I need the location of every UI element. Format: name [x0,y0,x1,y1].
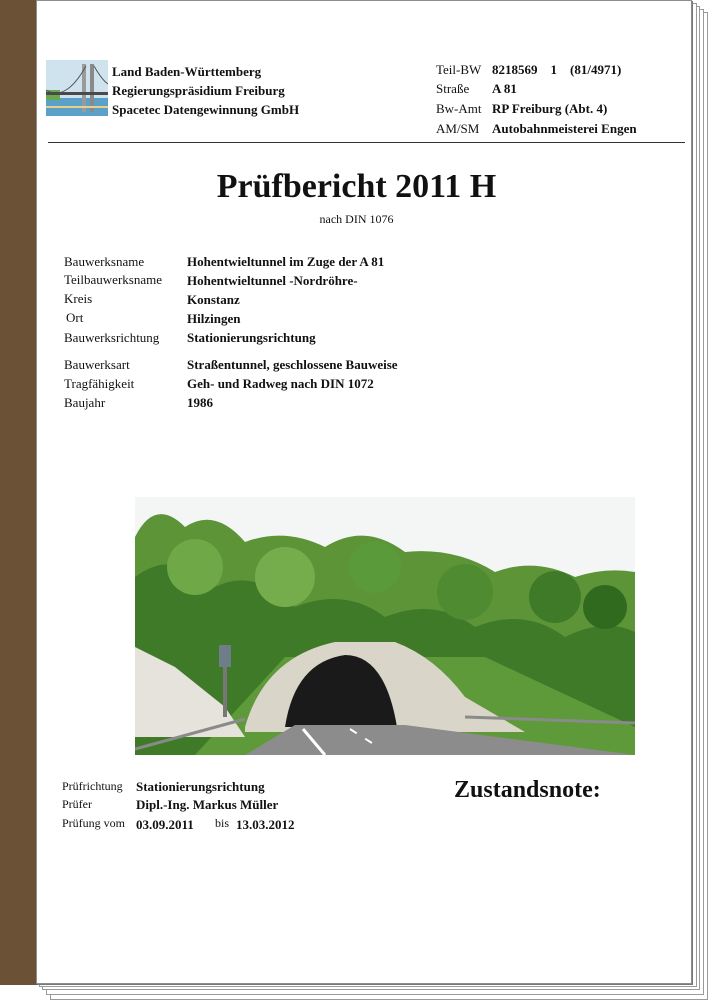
binder-spine [0,0,40,985]
field-value-baujahr: 1986 [187,395,213,410]
report-cover-page [36,0,692,984]
field-label-tragfaehigkeit: Tragfähigkeit [64,376,135,391]
date-to-label: bis [215,816,230,830]
page-title: Prüfbericht 2011 H [216,168,497,205]
issuer-line-3: Spacetec Datengewinnung GmbH [112,102,300,117]
inspector-label: Prüfer [62,797,92,811]
field-value-bauwerksart: Straßentunnel, geschlossene Bauweise [187,357,398,372]
field-value-tragfaehigkeit: Geh- und Radweg nach DIN 1072 [187,376,374,391]
date-from-value: 03.09.2011 [136,817,194,832]
inspector-value: Dipl.-Ing. Markus Müller [136,797,279,812]
issuer-line-1: Land Baden-Württemberg [112,64,262,79]
field-label-kreis: Kreis [64,291,93,306]
date-to-value: 13.03.2012 [236,817,295,832]
page-subtitle: nach DIN 1076 [319,212,394,226]
direction-label: Prüfrichtung [62,779,123,793]
field-label-bauwerksrichtung: Bauwerksrichtung [64,330,160,345]
tunnel-portal-photo [135,497,635,755]
bridge-logo-icon [46,60,108,116]
date-label: Prüfung vom [62,816,125,830]
am-sm-value: Autobahnmeisterei Engen [492,121,637,136]
teil-bw-label: Teil-BW [436,62,482,77]
condition-grade-label: Zustandsnote: [454,777,601,803]
teil-bw-value: 8218569 1 (81/4971) [492,62,622,77]
field-label-teilbauwerksname: Teilbauwerksname [64,272,162,287]
strasse-label: Straße [436,81,470,96]
header-divider [48,142,685,143]
field-value-bauwerksname: Hohentwieltunnel im Zuge der A 81 [187,254,385,269]
am-sm-label: AM/SM [436,121,480,136]
field-value-teilbauwerksname: Hohentwieltunnel -Nordröhre- [187,273,358,288]
bw-amt-value: RP Freiburg (Abt. 4) [492,101,608,116]
issuer-line-2: Regierungspräsidium Freiburg [112,83,285,98]
field-label-ort: Ort [66,310,84,325]
field-label-bauwerksname: Bauwerksname [64,254,145,269]
direction-value: Stationierungsrichtung [136,779,265,794]
field-value-bauwerksrichtung: Stationierungsrichtung [187,330,316,345]
field-label-bauwerksart: Bauwerksart [64,357,130,372]
field-value-kreis: Konstanz [187,292,240,307]
strasse-value: A 81 [492,81,517,96]
field-label-baujahr: Baujahr [64,395,106,410]
field-value-ort: Hilzingen [187,311,241,326]
bw-amt-label: Bw-Amt [436,101,482,116]
